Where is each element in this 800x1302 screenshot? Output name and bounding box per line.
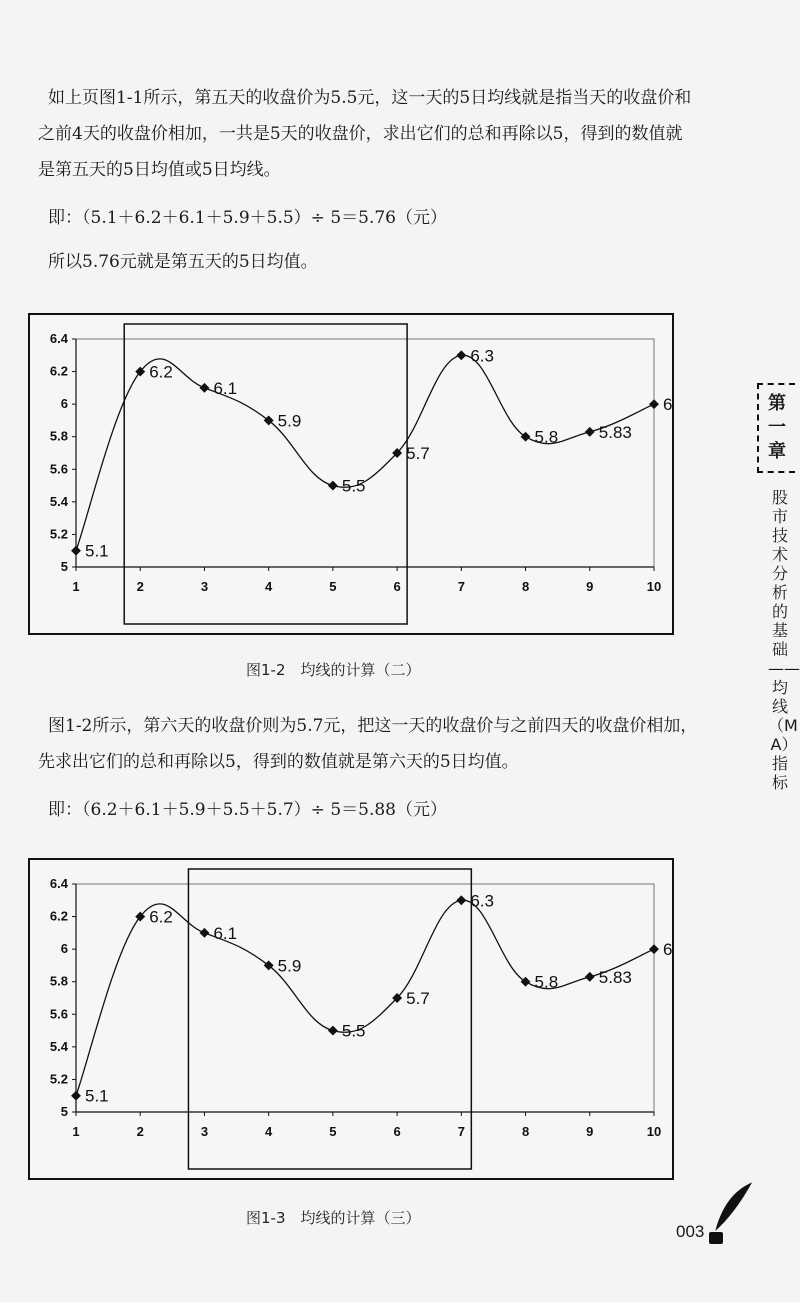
- data-point: [71, 1091, 81, 1101]
- x-tick-label: 10: [646, 579, 662, 594]
- data-label: 5.83: [598, 967, 632, 987]
- formula-day6: [38, 792, 698, 828]
- data-point: [456, 350, 466, 360]
- x-tick-label: 6: [393, 579, 401, 594]
- x-tick-label: 8: [521, 579, 530, 594]
- caption-figure-1-2: 图1-2 均线的计算（二）: [246, 661, 421, 679]
- x-tick-label: 3: [200, 1124, 209, 1139]
- chart-figure-1-3: [28, 858, 674, 1180]
- y-tick-label: 6: [60, 396, 68, 412]
- chart-figure-1-2: [28, 313, 674, 635]
- x-tick-label: 7: [457, 1124, 465, 1139]
- paragraph-day6-text: 图1-2所示，第六天的收盘价则为5.7元，把这一天的收盘价与之前四天的收盘价相加，先求出它们的总和再除以5，得到的数值就是第六天的5日均值。: [38, 716, 698, 772]
- data-label: 5.5: [341, 1021, 366, 1041]
- x-tick-label: 10: [646, 1124, 662, 1139]
- formula-day5: [38, 200, 698, 236]
- chart-svg: [30, 860, 672, 1178]
- data-point: [199, 928, 209, 938]
- y-tick-label: 6: [60, 941, 68, 957]
- data-point: [456, 895, 466, 905]
- y-tick-label: 5.2: [49, 526, 68, 542]
- y-tick-label: 5: [60, 1104, 68, 1119]
- series-line: [76, 355, 654, 551]
- formula-day6-text: 即：（6.2＋6.1＋5.9＋5.5＋5.7）÷ 5＝5.88（元）: [48, 800, 447, 820]
- x-tick-label: 3: [200, 579, 209, 594]
- data-label: 5.9: [277, 956, 302, 976]
- chart-svg: [30, 315, 672, 633]
- x-tick-label: 1: [72, 1124, 80, 1139]
- data-point: [649, 399, 659, 409]
- data-label: 5.7: [406, 989, 430, 1008]
- x-tick-label: 2: [136, 579, 144, 594]
- data-point: [585, 427, 595, 437]
- x-tick-label: 2: [136, 1124, 144, 1139]
- x-tick-label: 4: [265, 579, 273, 594]
- data-label: 5.8: [534, 427, 559, 447]
- data-point: [328, 1026, 338, 1036]
- data-point: [328, 481, 338, 491]
- data-label: 5.83: [598, 422, 632, 442]
- chapter-tab: [757, 383, 795, 473]
- y-tick-label: 5.8: [49, 973, 68, 989]
- y-tick-label: 5.4: [49, 1038, 68, 1054]
- paragraph-intro: [38, 80, 698, 188]
- data-label: 5.1: [85, 541, 109, 561]
- data-label: 5.1: [85, 1086, 109, 1106]
- data-point: [521, 432, 531, 442]
- x-tick-label: 1: [72, 579, 80, 594]
- series-line: [76, 900, 654, 1096]
- paragraph-intro-text: 如上页图1-1所示，第五天的收盘价为5.5元，这一天的5日均线就是指当天的收盘价和之前4天的收盘价相加，一共是5天的收盘价，求出它们的总和再除以5，得到的数值就是第五天的5日均值或5日均线。: [38, 88, 692, 180]
- y-tick-label: 5.8: [49, 428, 68, 444]
- y-tick-label: 5.2: [49, 1071, 68, 1087]
- data-label: 6.1: [213, 923, 238, 943]
- paragraph-day5-result-text: 所以5.76元就是第五天的5日均值。: [48, 252, 318, 272]
- y-tick-label: 5.6: [49, 461, 68, 477]
- data-label: 6.2: [149, 907, 173, 927]
- x-tick-label: 9: [586, 1124, 594, 1139]
- data-label: 6.1: [213, 378, 238, 398]
- data-point: [585, 972, 595, 982]
- x-tick-label: 7: [457, 579, 465, 594]
- chapter-char-2: 一: [768, 417, 786, 438]
- x-tick-label: 5: [329, 579, 337, 594]
- data-label: 6: [663, 395, 672, 415]
- x-tick-label: 9: [586, 579, 594, 594]
- quill-pen-icon: [703, 1180, 758, 1250]
- data-point: [199, 383, 209, 393]
- chapter-title: 股市技术分析的基础——均线（MA）指标: [768, 488, 800, 792]
- caption-figure-1-3: 图1-3 均线的计算（三）: [246, 1209, 421, 1227]
- data-point: [521, 977, 531, 987]
- page-number: 003: [676, 1222, 705, 1241]
- chapter-char-3: 章: [768, 441, 786, 462]
- y-tick-label: 6.4: [49, 331, 68, 346]
- x-tick-label: 6: [393, 1124, 401, 1139]
- data-label: 6.3: [470, 346, 494, 366]
- formula-day5-text: 即：（5.1＋6.2＋6.1＋5.9＋5.5）÷ 5＝5.76（元）: [48, 208, 447, 228]
- y-tick-label: 5.6: [49, 1006, 68, 1022]
- data-label: 5.9: [277, 411, 302, 431]
- y-tick-label: 6.2: [49, 363, 68, 379]
- paragraph-day6: [38, 708, 698, 780]
- y-tick-label: 6.2: [49, 908, 68, 924]
- y-tick-label: 5.4: [49, 493, 68, 509]
- data-label: 6.3: [470, 891, 494, 911]
- data-label: 5.7: [406, 444, 430, 463]
- y-tick-label: 5: [60, 559, 68, 574]
- x-tick-label: 5: [329, 1124, 337, 1139]
- x-tick-label: 4: [265, 1124, 273, 1139]
- chapter-char-1: 第: [768, 393, 786, 414]
- data-label: 6.2: [149, 362, 173, 382]
- data-point: [71, 546, 81, 556]
- y-tick-label: 6.4: [49, 876, 68, 891]
- data-label: 5.5: [341, 476, 366, 496]
- x-tick-label: 8: [521, 1124, 530, 1139]
- data-label: 6: [663, 940, 672, 960]
- data-label: 5.8: [534, 972, 559, 992]
- paragraph-day5-result: [38, 244, 698, 280]
- data-point: [649, 944, 659, 954]
